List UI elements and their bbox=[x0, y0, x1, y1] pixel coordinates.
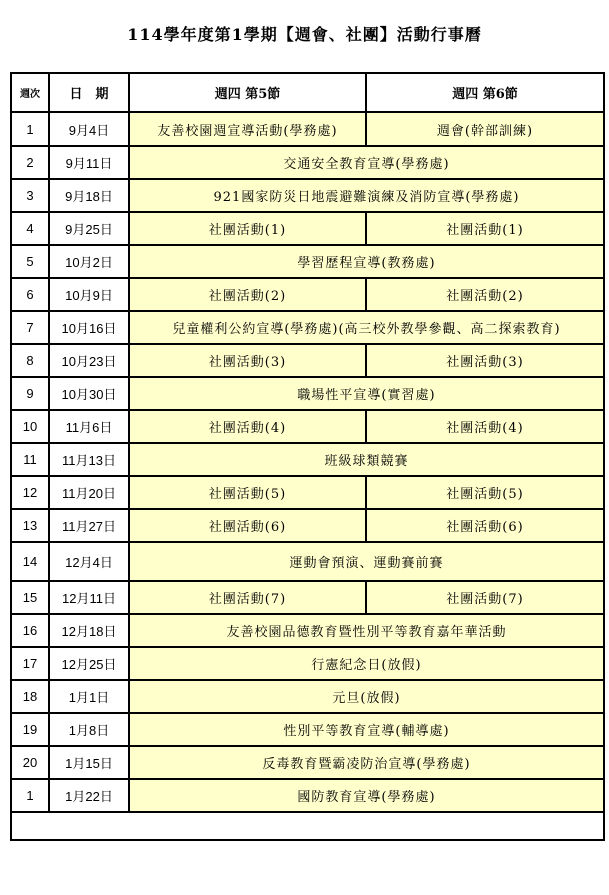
week-cell: 1 bbox=[11, 779, 49, 812]
week-cell: 17 bbox=[11, 647, 49, 680]
table-row bbox=[11, 212, 604, 245]
week-cell: 7 bbox=[11, 311, 49, 344]
table-row bbox=[11, 179, 604, 212]
date-cell: 12月18日 bbox=[49, 614, 129, 647]
event-cell-period-6: 社團活動(1) bbox=[366, 212, 604, 245]
date-cell: 10月23日 bbox=[49, 344, 129, 377]
week-cell: 5 bbox=[11, 245, 49, 278]
date-cell: 11月27日 bbox=[49, 509, 129, 542]
date-cell: 12月11日 bbox=[49, 581, 129, 614]
event-cell-period-6: 社團活動(3) bbox=[366, 344, 604, 377]
date-cell: 10月9日 bbox=[49, 278, 129, 311]
week-cell: 19 bbox=[11, 713, 49, 746]
event-cell-period-6: 社團活動(5) bbox=[366, 476, 604, 509]
table-row bbox=[11, 476, 604, 509]
date-cell: 12月25日 bbox=[49, 647, 129, 680]
table-row bbox=[11, 278, 604, 311]
event-cell-merged: 921國家防災日地震避難演練及消防宣導(學務處) bbox=[129, 179, 604, 212]
event-cell-period-6: 社團活動(2) bbox=[366, 278, 604, 311]
event-cell-merged: 運動會預演、運動賽前賽 bbox=[129, 542, 604, 581]
event-cell-period-5: 社團活動(1) bbox=[129, 212, 366, 245]
table-row bbox=[11, 509, 604, 542]
event-cell-merged: 班級球類競賽 bbox=[129, 443, 604, 476]
header-row bbox=[11, 73, 604, 112]
event-cell-merged: 反毒教育暨霸凌防治宣導(學務處) bbox=[129, 746, 604, 779]
week-cell: 18 bbox=[11, 680, 49, 713]
event-cell-period-5: 社團活動(2) bbox=[129, 278, 366, 311]
table-row bbox=[11, 647, 604, 680]
table-row bbox=[11, 311, 604, 344]
date-cell: 12月4日 bbox=[49, 542, 129, 581]
event-cell-merged: 行憲紀念日(放假) bbox=[129, 647, 604, 680]
date-cell: 9月25日 bbox=[49, 212, 129, 245]
date-cell: 11月6日 bbox=[49, 410, 129, 443]
week-cell: 2 bbox=[11, 146, 49, 179]
event-cell-period-5: 社團活動(3) bbox=[129, 344, 366, 377]
week-cell: 12 bbox=[11, 476, 49, 509]
table-row bbox=[11, 614, 604, 647]
week-cell: 16 bbox=[11, 614, 49, 647]
event-cell-period-6: 社團活動(4) bbox=[366, 410, 604, 443]
event-cell-merged: 友善校園品德教育暨性別平等教育嘉年華活動 bbox=[129, 614, 604, 647]
date-cell: 10月16日 bbox=[49, 311, 129, 344]
table-row bbox=[11, 443, 604, 476]
header-period-6: 週四 第6節 bbox=[366, 73, 604, 112]
event-cell-period-5: 社團活動(6) bbox=[129, 509, 366, 542]
blank-row bbox=[11, 812, 604, 840]
date-cell: 9月18日 bbox=[49, 179, 129, 212]
table-row bbox=[11, 112, 604, 146]
date-cell: 1月22日 bbox=[49, 779, 129, 812]
date-cell: 1月15日 bbox=[49, 746, 129, 779]
table-row bbox=[11, 680, 604, 713]
date-cell: 10月2日 bbox=[49, 245, 129, 278]
date-cell: 9月4日 bbox=[49, 112, 129, 146]
header-period-5: 週四 第5節 bbox=[129, 73, 366, 112]
table-row bbox=[11, 344, 604, 377]
week-cell: 3 bbox=[11, 179, 49, 212]
table-row bbox=[11, 245, 604, 278]
table-row bbox=[11, 410, 604, 443]
header-date: 日 期 bbox=[49, 73, 129, 112]
week-cell: 15 bbox=[11, 581, 49, 614]
table-row bbox=[11, 581, 604, 614]
date-cell: 10月30日 bbox=[49, 377, 129, 410]
blank-cell bbox=[11, 812, 604, 840]
event-cell-merged: 兒童權利公約宣導(學務處)(高三校外教學參觀、高二探索教育) bbox=[129, 311, 604, 344]
week-cell: 9 bbox=[11, 377, 49, 410]
page-title: 114學年度第1學期【週會、社團】活動行事曆 bbox=[127, 25, 482, 44]
event-cell-period-5: 社團活動(7) bbox=[129, 581, 366, 614]
event-cell-period-5: 社團活動(5) bbox=[129, 476, 366, 509]
table-row bbox=[11, 146, 604, 179]
date-cell: 9月11日 bbox=[49, 146, 129, 179]
event-cell-period-6: 社團活動(6) bbox=[366, 509, 604, 542]
event-cell-period-6: 社團活動(7) bbox=[366, 581, 604, 614]
date-cell: 1月1日 bbox=[49, 680, 129, 713]
week-cell: 20 bbox=[11, 746, 49, 779]
date-cell: 11月20日 bbox=[49, 476, 129, 509]
event-cell-merged: 學習歷程宣導(教務處) bbox=[129, 245, 604, 278]
week-cell: 1 bbox=[11, 112, 49, 146]
week-cell: 11 bbox=[11, 443, 49, 476]
week-cell: 14 bbox=[11, 542, 49, 581]
event-cell-period-6: 週會(幹部訓練) bbox=[366, 112, 604, 146]
event-cell-merged: 性別平等教育宣導(輔導處) bbox=[129, 713, 604, 746]
table-row bbox=[11, 746, 604, 779]
table-row bbox=[11, 542, 604, 581]
table-row bbox=[11, 779, 604, 812]
event-cell-merged: 國防教育宣導(學務處) bbox=[129, 779, 604, 812]
header-week: 週次 bbox=[11, 73, 49, 112]
event-cell-merged: 元旦(放假) bbox=[129, 680, 604, 713]
week-cell: 10 bbox=[11, 410, 49, 443]
event-cell-merged: 交通安全教育宣導(學務處) bbox=[129, 146, 604, 179]
table-row bbox=[11, 713, 604, 746]
week-cell: 13 bbox=[11, 509, 49, 542]
date-cell: 11月13日 bbox=[49, 443, 129, 476]
week-cell: 6 bbox=[11, 278, 49, 311]
activity-calendar-table bbox=[10, 72, 605, 841]
date-cell: 1月8日 bbox=[49, 713, 129, 746]
table-row bbox=[11, 377, 604, 410]
event-cell-period-5: 友善校園週宣導活動(學務處) bbox=[129, 112, 366, 146]
week-cell: 4 bbox=[11, 212, 49, 245]
event-cell-merged: 職場性平宣導(實習處) bbox=[129, 377, 604, 410]
event-cell-period-5: 社團活動(4) bbox=[129, 410, 366, 443]
week-cell: 8 bbox=[11, 344, 49, 377]
